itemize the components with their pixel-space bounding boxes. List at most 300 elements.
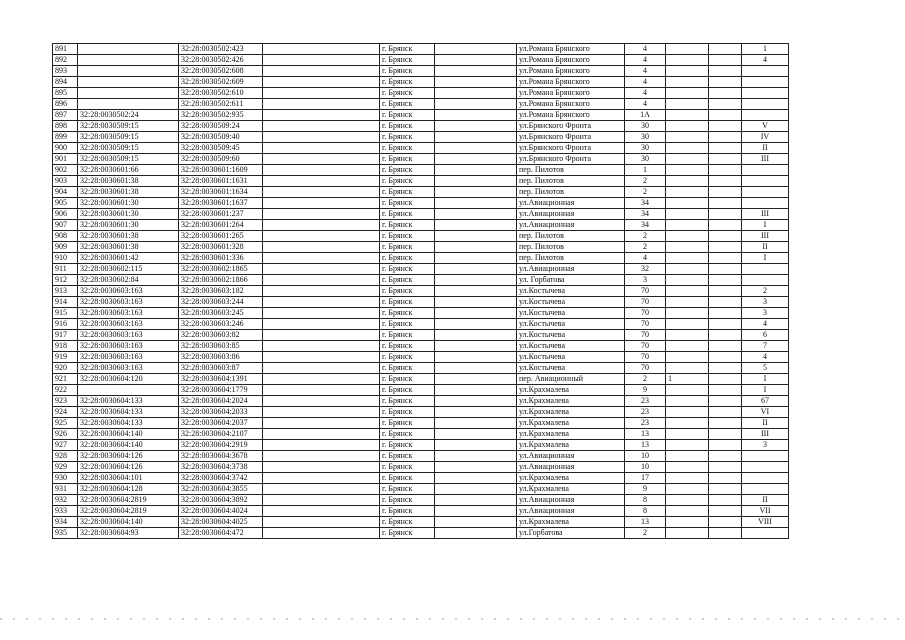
- table-cell: г. Брянск: [380, 88, 435, 99]
- table-cell: 70: [625, 330, 666, 341]
- table-cell: [666, 253, 709, 264]
- table-cell: г. Брянск: [380, 220, 435, 231]
- table-cell: ул.Крахмалева: [517, 484, 625, 495]
- table-cell: [263, 308, 380, 319]
- table-cell: 925: [53, 418, 78, 429]
- table-cell: 931: [53, 484, 78, 495]
- table-cell: III: [742, 231, 789, 242]
- table-cell: г. Брянск: [380, 77, 435, 88]
- table-cell: [435, 154, 517, 165]
- table-cell: 32:28:0030601:1637: [179, 198, 263, 209]
- table-cell: [666, 176, 709, 187]
- table-cell: 6: [742, 330, 789, 341]
- table-cell: [666, 473, 709, 484]
- table-cell: II: [742, 495, 789, 506]
- table-cell: 23: [625, 407, 666, 418]
- table-row: [53, 242, 789, 253]
- table-cell: [666, 231, 709, 242]
- table-cell: г. Брянск: [380, 165, 435, 176]
- table-cell: [742, 187, 789, 198]
- table-cell: [263, 66, 380, 77]
- table-cell: [263, 473, 380, 484]
- table-cell: 2: [625, 374, 666, 385]
- table-cell: г. Брянск: [380, 418, 435, 429]
- table-cell: 927: [53, 440, 78, 451]
- table-cell: 32:28:0030602:115: [78, 264, 179, 275]
- table-cell: 4: [625, 99, 666, 110]
- table-cell: 9: [625, 385, 666, 396]
- table-cell: г. Брянск: [380, 363, 435, 374]
- table-cell: III: [742, 209, 789, 220]
- table-row: [53, 506, 789, 517]
- table-cell: [666, 242, 709, 253]
- table-cell: 32:28:0030601:1634: [179, 187, 263, 198]
- table-row: [53, 528, 789, 539]
- table-cell: 32:28:0030604:120: [78, 374, 179, 385]
- table-cell: [263, 242, 380, 253]
- table-cell: [666, 165, 709, 176]
- table-cell: [742, 66, 789, 77]
- table-cell: 32:28:0030509:15: [78, 121, 179, 132]
- table-cell: [263, 231, 380, 242]
- table-cell: 32:28:0030603:163: [78, 341, 179, 352]
- table-cell: 2: [625, 528, 666, 539]
- table-cell: ул.Костычева: [517, 341, 625, 352]
- table-cell: 923: [53, 396, 78, 407]
- table-row: [53, 187, 789, 198]
- table-cell: 32:28:0030603:245: [179, 308, 263, 319]
- table-cell: [435, 385, 517, 396]
- table-cell: [666, 484, 709, 495]
- table-row: [53, 385, 789, 396]
- table-cell: [666, 110, 709, 121]
- table-cell: ул.Костычева: [517, 286, 625, 297]
- table-cell: 935: [53, 528, 78, 539]
- table-cell: 894: [53, 77, 78, 88]
- table-cell: 7: [742, 341, 789, 352]
- table-cell: 32:28:0030604:472: [179, 528, 263, 539]
- table-cell: г. Брянск: [380, 352, 435, 363]
- table-cell: ул.Крахмалева: [517, 418, 625, 429]
- table-cell: [709, 253, 742, 264]
- table-cell: [666, 275, 709, 286]
- table-cell: [435, 110, 517, 121]
- table-cell: г. Брянск: [380, 407, 435, 418]
- table-cell: [435, 341, 517, 352]
- table-cell: [435, 506, 517, 517]
- table-cell: 899: [53, 132, 78, 143]
- document-sheet: [52, 43, 789, 539]
- table-cell: 905: [53, 198, 78, 209]
- table-cell: 32:28:0030604:140: [78, 517, 179, 528]
- table-cell: [435, 330, 517, 341]
- table-cell: 32:28:0030601:38: [78, 231, 179, 242]
- table-cell: [666, 330, 709, 341]
- table-cell: 32:28:0030604:133: [78, 418, 179, 429]
- table-row: [53, 198, 789, 209]
- table-cell: [78, 88, 179, 99]
- table-cell: 32:28:0030603:163: [78, 286, 179, 297]
- table-row: [53, 110, 789, 121]
- table-cell: 32:28:0030502:608: [179, 66, 263, 77]
- table-cell: [435, 99, 517, 110]
- table-cell: 5: [742, 363, 789, 374]
- table-cell: 32:28:0030604:1779: [179, 385, 263, 396]
- table-row: [53, 352, 789, 363]
- table-cell: г. Брянск: [380, 429, 435, 440]
- table-cell: [709, 154, 742, 165]
- table-cell: [709, 231, 742, 242]
- table-cell: 32:28:0030502:611: [179, 99, 263, 110]
- table-cell: 4: [742, 55, 789, 66]
- table-cell: [666, 385, 709, 396]
- table-cell: [263, 176, 380, 187]
- table-cell: [263, 286, 380, 297]
- table-cell: [709, 198, 742, 209]
- table-cell: 9: [625, 484, 666, 495]
- table-cell: [709, 308, 742, 319]
- table-cell: VII: [742, 506, 789, 517]
- table-cell: 32:28:0030601:265: [179, 231, 263, 242]
- table-cell: 13: [625, 429, 666, 440]
- table-cell: 30: [625, 121, 666, 132]
- table-cell: [666, 352, 709, 363]
- table-cell: ул.Крахмалева: [517, 473, 625, 484]
- table-cell: ул.Горбатова: [517, 528, 625, 539]
- table-cell: [263, 341, 380, 352]
- table-cell: ул.Романа Брянского: [517, 88, 625, 99]
- table-cell: 919: [53, 352, 78, 363]
- table-cell: [666, 528, 709, 539]
- table-cell: 32:28:0030502:935: [179, 110, 263, 121]
- table-cell: 8: [625, 506, 666, 517]
- table-row: [53, 396, 789, 407]
- table-cell: [263, 110, 380, 121]
- table-cell: 932: [53, 495, 78, 506]
- table-cell: 32:28:0030604:3742: [179, 473, 263, 484]
- table-cell: [709, 330, 742, 341]
- table-cell: 10: [625, 451, 666, 462]
- table-cell: 32:28:0030604:2024: [179, 396, 263, 407]
- table-cell: 933: [53, 506, 78, 517]
- table-cell: [742, 198, 789, 209]
- table-cell: [435, 473, 517, 484]
- table-cell: [666, 495, 709, 506]
- table-cell: ул.Крахмалева: [517, 429, 625, 440]
- table-cell: [435, 528, 517, 539]
- table-cell: 3: [742, 297, 789, 308]
- table-cell: [263, 209, 380, 220]
- table-cell: г. Брянск: [380, 99, 435, 110]
- table-cell: [435, 220, 517, 231]
- table-cell: [435, 451, 517, 462]
- table-cell: пер. Пилотов: [517, 231, 625, 242]
- table-cell: [742, 264, 789, 275]
- table-cell: 8: [625, 495, 666, 506]
- table-row: [53, 517, 789, 528]
- table-cell: 32:28:0030509:15: [78, 143, 179, 154]
- table-cell: 916: [53, 319, 78, 330]
- table-cell: [435, 396, 517, 407]
- table-cell: 4: [625, 88, 666, 99]
- table-cell: [666, 220, 709, 231]
- table-cell: 914: [53, 297, 78, 308]
- table-cell: IV: [742, 132, 789, 143]
- table-cell: [263, 484, 380, 495]
- table-cell: 32:28:0030604:3892: [179, 495, 263, 506]
- table-cell: [435, 264, 517, 275]
- table-cell: [435, 143, 517, 154]
- table-cell: г. Брянск: [380, 341, 435, 352]
- table-cell: [263, 143, 380, 154]
- table-cell: ул.Костычева: [517, 330, 625, 341]
- table-row: [53, 275, 789, 286]
- table-cell: [263, 253, 380, 264]
- table-row: [53, 88, 789, 99]
- table-cell: 32:28:0030601:1609: [179, 165, 263, 176]
- table-cell: 30: [625, 154, 666, 165]
- table-cell: 913: [53, 286, 78, 297]
- table-cell: 32:28:0030603:244: [179, 297, 263, 308]
- table-cell: г. Брянск: [380, 231, 435, 242]
- table-cell: 915: [53, 308, 78, 319]
- table-cell: пер. Пилотов: [517, 242, 625, 253]
- table-cell: [742, 451, 789, 462]
- table-cell: [709, 143, 742, 154]
- table-cell: [263, 187, 380, 198]
- table-row: [53, 330, 789, 341]
- table-cell: [435, 121, 517, 132]
- table-cell: г. Брянск: [380, 374, 435, 385]
- table-row: [53, 374, 789, 385]
- table-cell: 32:28:0030509:15: [78, 132, 179, 143]
- table-cell: 909: [53, 242, 78, 253]
- table-row: [53, 451, 789, 462]
- table-cell: [78, 99, 179, 110]
- table-cell: [435, 77, 517, 88]
- table-cell: [263, 462, 380, 473]
- table-cell: [666, 407, 709, 418]
- table-cell: [435, 55, 517, 66]
- table-cell: [742, 88, 789, 99]
- table-cell: [263, 407, 380, 418]
- table-cell: [709, 165, 742, 176]
- table-cell: 32:28:0030604:128: [78, 484, 179, 495]
- table-cell: [263, 198, 380, 209]
- table-cell: г. Брянск: [380, 264, 435, 275]
- table-cell: 907: [53, 220, 78, 231]
- table-cell: 4: [742, 319, 789, 330]
- table-row: [53, 165, 789, 176]
- table-cell: [263, 121, 380, 132]
- table-cell: [709, 176, 742, 187]
- table-cell: ул.Костычева: [517, 363, 625, 374]
- table-cell: г. Брянск: [380, 110, 435, 121]
- table-cell: 70: [625, 363, 666, 374]
- table-row: [53, 264, 789, 275]
- table-row: [53, 484, 789, 495]
- table-cell: [435, 44, 517, 55]
- table-cell: [742, 528, 789, 539]
- table-cell: [435, 231, 517, 242]
- table-cell: [709, 319, 742, 330]
- table-cell: [666, 143, 709, 154]
- table-cell: 32:28:0030603:163: [78, 330, 179, 341]
- table-cell: 917: [53, 330, 78, 341]
- table-cell: [263, 154, 380, 165]
- table-cell: [709, 209, 742, 220]
- table-cell: 32:28:0030603:163: [78, 308, 179, 319]
- table-cell: г. Брянск: [380, 440, 435, 451]
- table-cell: 2: [625, 231, 666, 242]
- table-cell: г. Брянск: [380, 495, 435, 506]
- table-cell: 903: [53, 176, 78, 187]
- table-row: [53, 176, 789, 187]
- table-cell: 928: [53, 451, 78, 462]
- table-cell: ул.Авиационная: [517, 506, 625, 517]
- table-cell: 32:28:0030603:182: [179, 286, 263, 297]
- table-cell: ул.Костычева: [517, 352, 625, 363]
- table-cell: [709, 220, 742, 231]
- table-cell: пер. Пилотов: [517, 176, 625, 187]
- table-cell: 32:28:0030604:2033: [179, 407, 263, 418]
- table-cell: [709, 242, 742, 253]
- table-cell: 32:28:0030601:42: [78, 253, 179, 264]
- table-cell: [666, 99, 709, 110]
- table-cell: [435, 374, 517, 385]
- table-cell: 32:28:0030601:328: [179, 242, 263, 253]
- table-cell: г. Брянск: [380, 154, 435, 165]
- table-cell: 32:28:0030603:86: [179, 352, 263, 363]
- table-row: [53, 473, 789, 484]
- table-cell: ул.Авиационная: [517, 209, 625, 220]
- table-cell: ул.Брянского Фронта: [517, 154, 625, 165]
- table-cell: 34: [625, 198, 666, 209]
- table-cell: г. Брянск: [380, 132, 435, 143]
- table-cell: 32:28:0030604:4025: [179, 517, 263, 528]
- table-cell: [666, 286, 709, 297]
- table-cell: II: [742, 242, 789, 253]
- table-cell: ул.Романа Брянского: [517, 55, 625, 66]
- table-cell: ул.Авиационная: [517, 220, 625, 231]
- table-cell: [263, 77, 380, 88]
- table-cell: [709, 88, 742, 99]
- table-cell: 930: [53, 473, 78, 484]
- table-row: [53, 363, 789, 374]
- table-cell: VIII: [742, 517, 789, 528]
- property-register-table: [52, 43, 789, 539]
- table-cell: 70: [625, 319, 666, 330]
- table-cell: [435, 462, 517, 473]
- table-cell: 32:28:0030502:610: [179, 88, 263, 99]
- table-cell: ул.Брянского Фронта: [517, 143, 625, 154]
- table-cell: 3: [742, 440, 789, 451]
- table-cell: 34: [625, 209, 666, 220]
- table-cell: [435, 517, 517, 528]
- table-row: [53, 495, 789, 506]
- table-cell: [666, 319, 709, 330]
- table-cell: г. Брянск: [380, 528, 435, 539]
- table-cell: 32:28:0030509:45: [179, 143, 263, 154]
- table-row: [53, 297, 789, 308]
- table-cell: [709, 440, 742, 451]
- table-cell: [709, 462, 742, 473]
- table-cell: 32:28:0030604:133: [78, 407, 179, 418]
- table-cell: 23: [625, 396, 666, 407]
- table-cell: 32:28:0030509:15: [78, 154, 179, 165]
- table-cell: 32:28:0030604:3738: [179, 462, 263, 473]
- table-cell: 32:28:0030509:40: [179, 132, 263, 143]
- table-cell: [263, 440, 380, 451]
- table-cell: I: [742, 253, 789, 264]
- table-cell: [742, 462, 789, 473]
- table-cell: пер. Пилотов: [517, 253, 625, 264]
- table-cell: г. Брянск: [380, 385, 435, 396]
- table-cell: 32:28:0030601:38: [78, 242, 179, 253]
- table-cell: [263, 506, 380, 517]
- table-cell: 32:28:0030509:24: [179, 121, 263, 132]
- table-cell: [666, 297, 709, 308]
- table-cell: 2: [625, 176, 666, 187]
- table-cell: [709, 517, 742, 528]
- table-cell: [263, 55, 380, 66]
- table-cell: [263, 374, 380, 385]
- table-cell: [435, 242, 517, 253]
- table-cell: [666, 88, 709, 99]
- table-cell: г. Брянск: [380, 66, 435, 77]
- table-cell: ул.Романа Брянского: [517, 110, 625, 121]
- table-cell: [709, 77, 742, 88]
- table-cell: 32:28:0030502:609: [179, 77, 263, 88]
- table-cell: [709, 352, 742, 363]
- table-cell: III: [742, 154, 789, 165]
- table-cell: [709, 55, 742, 66]
- table-cell: [666, 451, 709, 462]
- table-cell: [666, 55, 709, 66]
- table-cell: [709, 341, 742, 352]
- table-cell: 67: [742, 396, 789, 407]
- table-cell: ул.Крахмалева: [517, 440, 625, 451]
- table-cell: [709, 429, 742, 440]
- table-cell: II: [742, 418, 789, 429]
- table-cell: [666, 363, 709, 374]
- table-cell: 32:28:0030604:1391: [179, 374, 263, 385]
- table-cell: [435, 418, 517, 429]
- table-cell: [263, 165, 380, 176]
- table-cell: [742, 99, 789, 110]
- table-cell: 902: [53, 165, 78, 176]
- table-cell: г. Брянск: [380, 55, 435, 66]
- table-cell: [263, 297, 380, 308]
- table-cell: 32:28:0030604:2037: [179, 418, 263, 429]
- table-cell: 912: [53, 275, 78, 286]
- table-cell: 70: [625, 297, 666, 308]
- table-row: [53, 154, 789, 165]
- table-cell: 32:28:0030604:93: [78, 528, 179, 539]
- scan-artifact-line: [0, 618, 905, 620]
- table-cell: г. Брянск: [380, 330, 435, 341]
- table-cell: I: [742, 220, 789, 231]
- table-cell: 70: [625, 308, 666, 319]
- table-cell: ул.Романа Брянского: [517, 77, 625, 88]
- table-cell: [435, 319, 517, 330]
- table-cell: [742, 176, 789, 187]
- table-cell: 922: [53, 385, 78, 396]
- table-cell: 32:28:0030601:30: [78, 198, 179, 209]
- table-cell: г. Брянск: [380, 319, 435, 330]
- table-cell: ул.Костычева: [517, 319, 625, 330]
- table-cell: [709, 264, 742, 275]
